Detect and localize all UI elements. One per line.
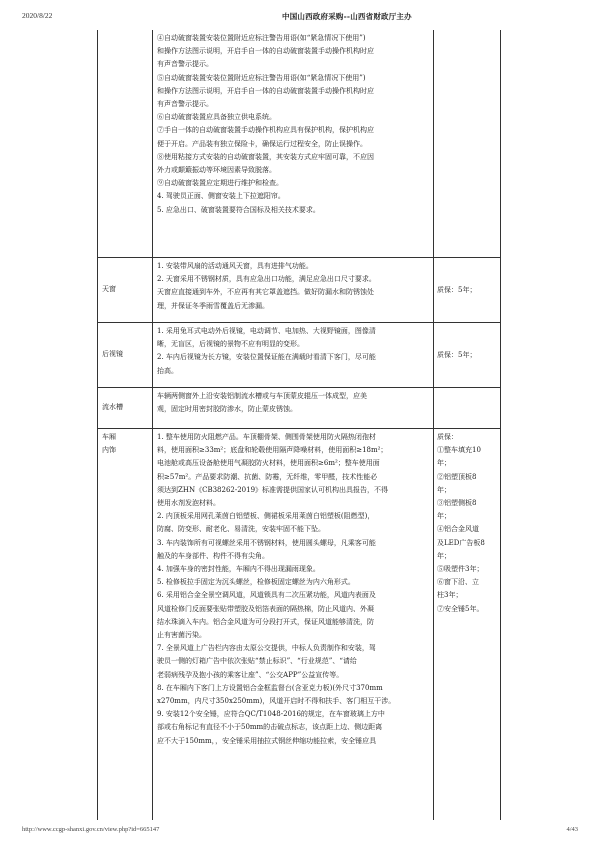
- warranty-line: 年；: [437, 512, 451, 521]
- requirement-line: 防腐、防变形、耐老化、易清洗，安装牢固不能下坠。: [157, 525, 325, 534]
- column-divider: [152, 30, 153, 820]
- requirement-line: 晰，无盲区，后视镜的景物不应有明显的变形。: [157, 340, 304, 349]
- requirement-line: ⑤自动破窗装置安装位置附近应标注警告用语(如“紧急情况下使用”): [157, 73, 366, 82]
- warranty-line: 年；: [437, 551, 451, 560]
- warranty-line: ③铝塑侧板8: [437, 499, 477, 508]
- requirement-line: 风道检修门反面要张贴带塑胶及铝箔表面的隔热棉，防止风道内、外凝: [157, 604, 374, 613]
- warranty-line: 及LED广告板8: [437, 538, 485, 547]
- column-divider: [433, 30, 434, 820]
- requirement-line: ⑨自动破窗装置应定期进行维护和检查。: [157, 179, 283, 188]
- requirement-cell: [152, 323, 433, 387]
- item-label-cell: [97, 429, 152, 820]
- warranty-line: ⑤吸塑件3年；: [437, 565, 484, 574]
- item-label: 后视镜: [102, 350, 123, 359]
- table-row: [97, 30, 501, 258]
- item-label-cell: [97, 30, 152, 257]
- requirement-line: ⑦手自一体的自动破窗装置手动操作机构应具有保护机构，保护机构应: [157, 126, 374, 135]
- requirement-line: 应不大于150mm，，安全锤采用抽拉式钢丝伸缩功能拉索，安全锤应具: [157, 736, 377, 745]
- requirement-line: 1. 整车使用防火阻燃产品。车顶棚骨架、侧围骨架使用防火隔热闭孢材: [157, 433, 376, 441]
- requirement-cell: [152, 429, 433, 820]
- requirement-line: 8. 在车厢内下客门上方设置铝合金框监督台(含亚克力板)(外尺寸370mm: [157, 683, 383, 692]
- item-label-cell: [97, 388, 152, 428]
- requirement-cell: [152, 258, 433, 322]
- requirement-line: 理，并保证冬季雨雪覆盖后无渗漏。: [157, 301, 269, 310]
- table-row: [97, 429, 501, 820]
- warranty-cell: [433, 388, 501, 428]
- item-label-cell: [97, 323, 152, 387]
- table-row: [97, 388, 501, 429]
- requirement-line: 料，使用面积≥33m²；底盘和轮毂使用隔声降噪材料，使用面积≥18m²；: [157, 446, 388, 455]
- spec-table: [97, 30, 501, 820]
- requirement-line: 4. 加强车身的密封性能，车厢内不得出现漏雨现象。: [157, 565, 320, 574]
- table-border-left: [97, 30, 98, 820]
- warranty-line: 质保：5年；: [437, 286, 477, 295]
- requirement-line: 部或右角标记有直径不小于50mm的击破点标志，该点距上边、侧边距离: [157, 723, 383, 732]
- warranty-line: ①整车填充10: [437, 446, 481, 455]
- warranty-line: ⑥窗下沿、立: [437, 578, 479, 587]
- requirement-line: 5. 检修板拉手固定为沉头螺丝，检修板固定螺丝为内六角形式。: [157, 578, 355, 587]
- item-label: 内饰: [102, 446, 116, 455]
- page-header-title: 中国山西政府采购--山西省财政厅主办: [282, 12, 412, 21]
- requirement-line: ④自动破窗装置安装位置附近应标注警告用语(如“紧急情况下使用”): [157, 34, 366, 42]
- requirement-line: 驶员一侧的灯箱广告中依次张贴“禁止标识”、“行业规范”、“请给: [157, 657, 357, 666]
- requirement-line: 5. 应急出口、破窗装置要符合国标及相关技术要求。: [157, 205, 320, 214]
- warranty-line: 质保：: [437, 433, 458, 441]
- item-label: 天窗: [102, 285, 116, 294]
- requirement-line: 和操作方法图示说明，开启手自一体的自动破窗装置手动操作机构时应: [157, 86, 374, 95]
- requirement-line: 1. 安装带风扇的活动通风天窗，具有进排气功能。: [157, 262, 313, 270]
- requirement-line: 1. 采用兔耳式电动外后视镜，电动调节、电加热、大视野镜面，图像清: [157, 327, 376, 335]
- requirement-line: 3. 车内装饰所有可视螺丝采用不锈钢材料，使用圆头螺母，凡乘客可能: [157, 538, 376, 547]
- item-label-cell: [97, 258, 152, 322]
- warranty-line: 年；: [437, 459, 451, 468]
- requirement-line: 触及的车身部件、构件不得有尖角。: [157, 551, 269, 560]
- table-row: [97, 323, 501, 388]
- requirement-line: 6. 采用铝合金全景空调风道，风道锁具有二次压紧功能，风道内表面及: [157, 591, 376, 600]
- requirement-line: 观，固定时用密封胶防渗水，防止蒙皮锈蚀。: [157, 405, 297, 414]
- requirement-line: ⑧使用粘接方式安装的自动破窗装置，其安装方式应牢固可靠，不应因: [157, 152, 374, 161]
- requirement-line: 2. 车内后视镜为长方镜，安装位置保证能在满载时看清下客门，尽可能: [157, 353, 376, 362]
- warranty-cell: [433, 323, 501, 387]
- requirement-line: 7. 全景风道上广告栏内容由太原公交提供，中标人负责制作和安装，驾: [157, 644, 376, 653]
- print-date: 2020/8/22: [22, 11, 53, 20]
- requirement-line: 有声音警示提示。: [157, 60, 213, 69]
- requirement-line: x270mm，内尺寸350x250mm)，风道开启时不得和扶手、客门相互干涉。: [157, 697, 396, 706]
- page-url: http://www.ccgp-shanxi.gov.cn/view.php?id=665147: [22, 826, 160, 833]
- warranty-line: 质保：5年；: [437, 351, 477, 360]
- requirement-line: 电池舱或高压设备舱使用气凝胶防火材料，使用面积≥6m²；整车使用面: [157, 459, 380, 468]
- warranty-line: ②铝塑顶板8: [437, 472, 477, 481]
- requirement-line: 须达到ZHN《CB38262-2019》标准需提供国家认可机构出具报告，不得: [157, 485, 389, 494]
- requirement-line: 老弱病残孕及抱小孩的乘客让座”、“公交APP”公益宣传等。: [157, 670, 344, 679]
- item-label: 流水槽: [102, 403, 123, 412]
- requirement-line: 外力或颠簸振动等环境因素导致脱落。: [157, 166, 276, 175]
- page-number: 4/43: [566, 826, 578, 833]
- requirement-line: 4. 驾驶员正面、侧窗安装上下拉遮阳帘。: [157, 192, 285, 201]
- warranty-line: 年；: [437, 485, 451, 494]
- requirement-line: 9. 安装12个安全锤，应符合QC/T1048-2016的规定，在车窗玻璃上方中: [157, 710, 385, 719]
- requirement-line: 和操作方法图示说明，开启手自一体的自动破窗装置手动操作机构时应: [157, 47, 374, 56]
- item-label: 车厢: [102, 433, 116, 441]
- requirement-cell: [152, 388, 433, 428]
- requirement-line: 2. 内顶板采用网孔莱茵白铝塑板、侧裙板采用莱茵白铝塑板(阻燃型)，: [157, 512, 375, 521]
- requirement-line: 结水珠滴入车内。铝合金风道为可分段打开式，保证风道能够清洗，防: [157, 617, 374, 626]
- requirement-line: 有声音警示提示。: [157, 100, 213, 109]
- requirement-line: ⑥自动破窗装置应具备独立供电系统。: [157, 113, 276, 122]
- warranty-line: ④铝合金风道: [437, 525, 479, 534]
- requirement-cell: [152, 30, 433, 257]
- requirement-line: 抬高。: [157, 366, 178, 375]
- table-border-right: [500, 30, 501, 820]
- requirement-line: 2. 天窗采用不锈钢材质，具有应急出口功能，满足应急出口尺寸要求。: [157, 275, 376, 284]
- requirement-line: 车辆两侧窗外上沿安装铝制流水槽或与车顶蒙皮辊压一体成型，应美: [157, 392, 367, 400]
- warranty-line: 柱3年；: [437, 591, 463, 600]
- warranty-cell: [433, 429, 501, 820]
- warranty-cell: [433, 30, 501, 257]
- table-row: [97, 258, 501, 323]
- requirement-line: 使用水剂发泡材料。: [157, 499, 220, 508]
- requirement-line: 便于开启。产品装有独立保险卡，确保运行过程安全，防止误操作。: [157, 139, 367, 148]
- requirement-line: 积≥57m²。产品要求防潮、抗菌、防霉，无纤维，零甲醛，技术性能必: [157, 472, 378, 481]
- warranty-line: ⑦安全锤5年。: [437, 604, 484, 613]
- requirement-line: 止有害菌污染。: [157, 631, 206, 640]
- warranty-cell: [433, 258, 501, 322]
- requirement-line: 天窗应直接通到车外，不应再有其它罩盖遮挡。做好防漏水和防锈蚀处: [157, 288, 374, 297]
